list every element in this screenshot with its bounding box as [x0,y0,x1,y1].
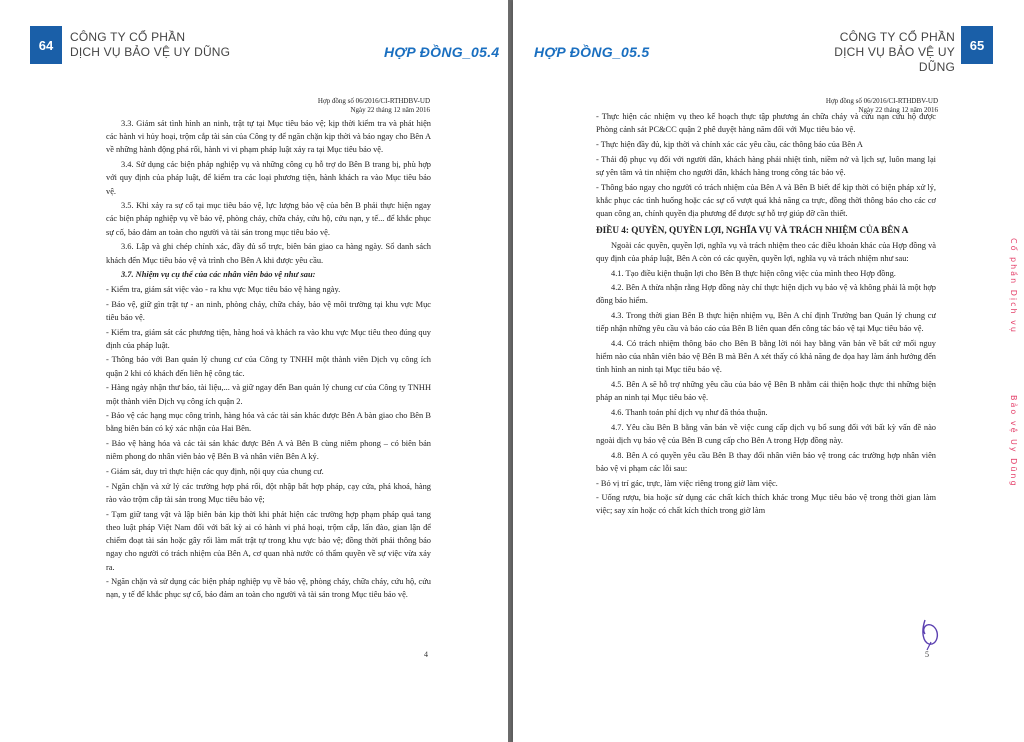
paragraph: - Kiểm tra, giám sát việc vào - ra khu vực Mục tiêu bảo vệ hàng ngày. [106,284,341,294]
paragraph: 4.5. Bên A sẽ hỗ trợ những yêu cầu của bảo vệ Bên B nhằm cải thiện hoặc thực thi những biện pháp an ninh tại Mục tiêu bảo vệ. [596,380,936,403]
left-company-line1: CÔNG TY CỔ PHẦN [70,30,186,44]
paragraph: 3.5. Khi xảy ra sự cố tại mục tiêu bảo vệ, lực lượng bảo vệ của bên B phải thực hiện ngay các biện pháp nghiệp vụ về bảo vệ, phòng cháy, chữa cháy, cứu hộ, cứu nạn, y tế... để khắc phục sự cố, bảo đảm an toàn cho người và tài sản trong mục tiêu bảo vệ. [106,201,431,237]
paragraph: 4.4. Có trách nhiệm thông báo cho Bên B bằng lời nói hay bằng văn bản về bất cứ mối nguy hiểm nào của nhân viên bảo vệ Bên B mà Bên A xét thấy có khả năng đe dọa hay làm ảnh hưởng đến tình hình an ninh tại Mục tiêu bảo vệ. [596,339,936,375]
paragraph: 3.3. Giám sát tình hình an ninh, trật tự tại Mục tiêu bảo vệ; kịp thời kiểm tra và phát hiện các hành vi hủy hoại, trộm cắp tài sản của Công ty để ngăn chặn kịp thời và báo ngay cho Bên A về những hành động phá rối, hành vi vi phạm pháp luật xảy ra tại Mục tiêu bảo vệ. [106,119,431,155]
paragraph: 3.6. Lập và ghi chép chính xác, đầy đủ sổ trực, biên bản giao ca hàng ngày. Sổ danh sách khách đến Mục tiêu bảo vệ và trình cho Bên A khi được yêu cầu. [106,242,431,265]
paragraph: - Ngăn chặn và xử lý các trường hợp phá rối, đột nhập bất hợp pháp, cạy cửa, phá khoá, hàng rào vào trộm cắp tài sản trong Mục tiêu bảo vệ; [106,481,431,504]
paragraph: - Ngăn chặn và sử dụng các biện pháp nghiệp vụ về bảo vệ, phòng cháy, chữa cháy, cứu hộ, cứu nạn, y tế để khắc phục sự cố, bảo đảm an toàn cho người và tài sản trong Mục tiêu bảo vệ. [106,577,431,600]
paragraph: - Bảo vệ, giữ gìn trật tự - an ninh, phòng cháy, chữa cháy, bảo vệ môi trường tại khu vực Mục tiêu bảo vệ. [106,299,431,322]
paragraph: 4.2. Bên A thừa nhận rằng Hợp đồng này chỉ thực hiện dịch vụ bảo vệ và không phải là một hợp đồng bảo hiểm. [596,283,936,306]
paragraph: - Kiểm tra, giám sát các phương tiện, hàng hoá và khách ra vào khu vực Mục tiêu theo đúng quy định của pháp luật. [106,327,431,350]
stamp-mark-bottom: Bảo vệ Uy Dũng [1009,395,1018,488]
paragraph: - Bảo vệ các hạng mục công trình, hàng hóa và các tài sản khác được Bên A bàn giao cho Bên B bằng biên bản có ký xác nhận của Hai Bên. [106,411,431,434]
right-company-line2: DỊCH VỤ BẢO VỆ UY DŨNG [834,45,955,74]
left-contract-meta [270,97,430,115]
paragraph: 3.4. Sử dụng các biện pháp nghiệp vụ và những công cụ hỗ trợ do Bên B trang bị, phù hợp với quy định của pháp luật, để kiểm tra các loại phương tiện, hành khách ra vào Mục tiêu bảo vệ. [106,160,431,196]
left-company-name [70,30,230,60]
left-meta-number: Hợp đồng số 06/2016/CI-RTHDBV-UD [317,97,430,105]
right-page [513,0,1024,742]
right-meta-number: Hợp đồng số 06/2016/CI-RTHDBV-UD [825,97,938,105]
left-company-line2: DỊCH VỤ BẢO VỆ UY DŨNG [70,45,231,59]
left-page-tab: 64 [30,26,62,64]
right-page-number: 5 [925,650,929,659]
paragraph: 3.7. Nhiệm vụ cụ thể của các nhân viên bảo vệ như sau: [121,270,316,280]
paragraph: - Giám sát, duy trì thực hiện các quy định, nội quy của chung cư. [106,467,324,477]
left-page-body [106,117,431,622]
paragraph: - Hàng ngày nhận thư báo, tài liệu,... và giữ ngay đến Ban quản lý chung cư của Công ty TNHH một thành viên Dịch vụ công ích quận 2. [106,383,431,406]
right-page-body [596,110,936,630]
paragraph: 4.3. Trong thời gian Bên B thực hiện nhiệm vụ, Bên A chỉ định Trưởng ban Quản lý chung cư tiếp nhận những yêu cầu và báo cáo của Bên B liên quan đến công tác bảo vệ tại Mục tiêu bảo vệ. [596,311,936,334]
paragraph: Ngoài các quyền, quyền lợi, nghĩa vụ và trách nhiệm theo các điều khoản khác của Hợp đồng và quy định của pháp luật, Bên A còn có các quyền, quyền lợi, nghĩa vụ và trách nhiệm như sau: [596,240,936,263]
left-page-number: 4 [424,650,428,659]
paragraph: 4.8. Bên A có quyền yêu cầu Bên B thay đổi nhân viên bảo vệ trong các trường hợp nhân viên bảo vệ vi phạm các lỗi sau: [596,450,936,473]
paragraph: 4.1. Tạo điều kiện thuận lợi cho Bên B thực hiện công việc của mình theo Hợp đồng. [611,268,896,278]
right-company-line1: CÔNG TY CỔ PHẦN [839,30,955,44]
right-company-name [831,30,955,75]
left-meta-date: Ngày 22 tháng 12 năm 2016 [350,106,430,114]
right-page-tab: 65 [961,26,993,64]
section-heading: ĐIỀU 4: QUYỀN, QUYỀN LỢI, NGHĨA VỤ VÀ TRÁCH NHIỆM CỦA BÊN A [596,225,909,236]
paragraph: - Thông báo ngay cho người có trách nhiệm của Bên A và Bên B biết để kịp thời có biện pháp xử lý, khắc phục các tình huống hoặc các sự cố vượt quá khả năng ca trực, đồng thời thông báo cho các cơ quan công an, chính quyền địa phương để được sự hỗ trợ giúp đỡ cần thiết. [596,182,936,218]
right-contract-title: HỢP ĐỒNG_05.5 [534,44,650,60]
left-contract-title: HỢP ĐỒNG_05.4 [384,44,500,60]
paragraph: - Tạm giữ tang vật và lập biên bản kịp thời khi phát hiện các trường hợp phạm pháp quả tang theo luật pháp Việt Nam đối với bất kỳ ai có hành vi phá hoại, trộm cắp, lấn đào, gian lận để chiếm đoạt tài sản hoặc gây rối làm mất trật tự trong khu vực bảo vệ; đồng thời phải thông báo ngay cho người có trách nhiệm của Bên A, cơ quan nhà nước có thẩm quyền về sự việc vừa xảy ra. [106,509,431,572]
right-meta-date: Ngày 22 tháng 12 năm 2016 [858,106,938,114]
left-page [0,0,508,742]
paragraph: 4.6. Thanh toán phí dịch vụ như đã thỏa thuận. [611,408,768,418]
paragraph: - Thái độ phục vụ đối với người dân, khách hàng phải nhiệt tình, niềm nở và lịch sự, luôn mang lại sự yên tâm và tin nhiệm cho người dân, khách hàng trong công tác bảo vệ. [596,154,936,177]
paragraph: - Thông báo với Ban quản lý chung cư của Công ty TNHH một thành viên Dịch vụ công ích quận 2 khi có khách đến liên hệ công tác. [106,355,431,378]
paragraph: - Thực hiện đầy đủ, kịp thời và chính xác các yêu cầu, các thông báo của Bên A [596,139,863,149]
paragraph: - Bỏ vị trí gác, trực, làm việc riêng trong giờ làm việc. [596,478,778,488]
stamp-mark-top: Cổ phần Dịch vụ [1009,238,1018,334]
paragraph: - Thực hiện các nhiệm vụ theo kế hoạch thực tập phương án chữa cháy và cứu nạn cứu hộ được Phòng cảnh sát PC&CC quận 2 phê duyệt hàng năm đối với Mục tiêu bảo vệ. [596,112,936,135]
paragraph: - Uống rượu, bia hoặc sử dụng các chất kích thích khác trong Mục tiêu bảo vệ trong thời gian làm việc; say xỉn hoặc có chất kích thích trong giờ làm [596,493,936,516]
paragraph: 4.7. Yêu cầu Bên B bằng văn bản về việc cung cấp dịch vụ bổ sung đối với bất kỳ vấn đề nào ngoài dịch vụ bảo vệ của Bên B cung cấp cho Bên A trong Hợp đồng này. [596,422,936,445]
paragraph: - Bảo vệ hàng hóa và các tài sản khác được Bên A và Bên B cùng niêm phong – có biên bản niêm phong do nhân viên bảo vệ Bên B và nhân viên Bên A ký. [106,439,431,462]
signature-mark [911,612,951,652]
